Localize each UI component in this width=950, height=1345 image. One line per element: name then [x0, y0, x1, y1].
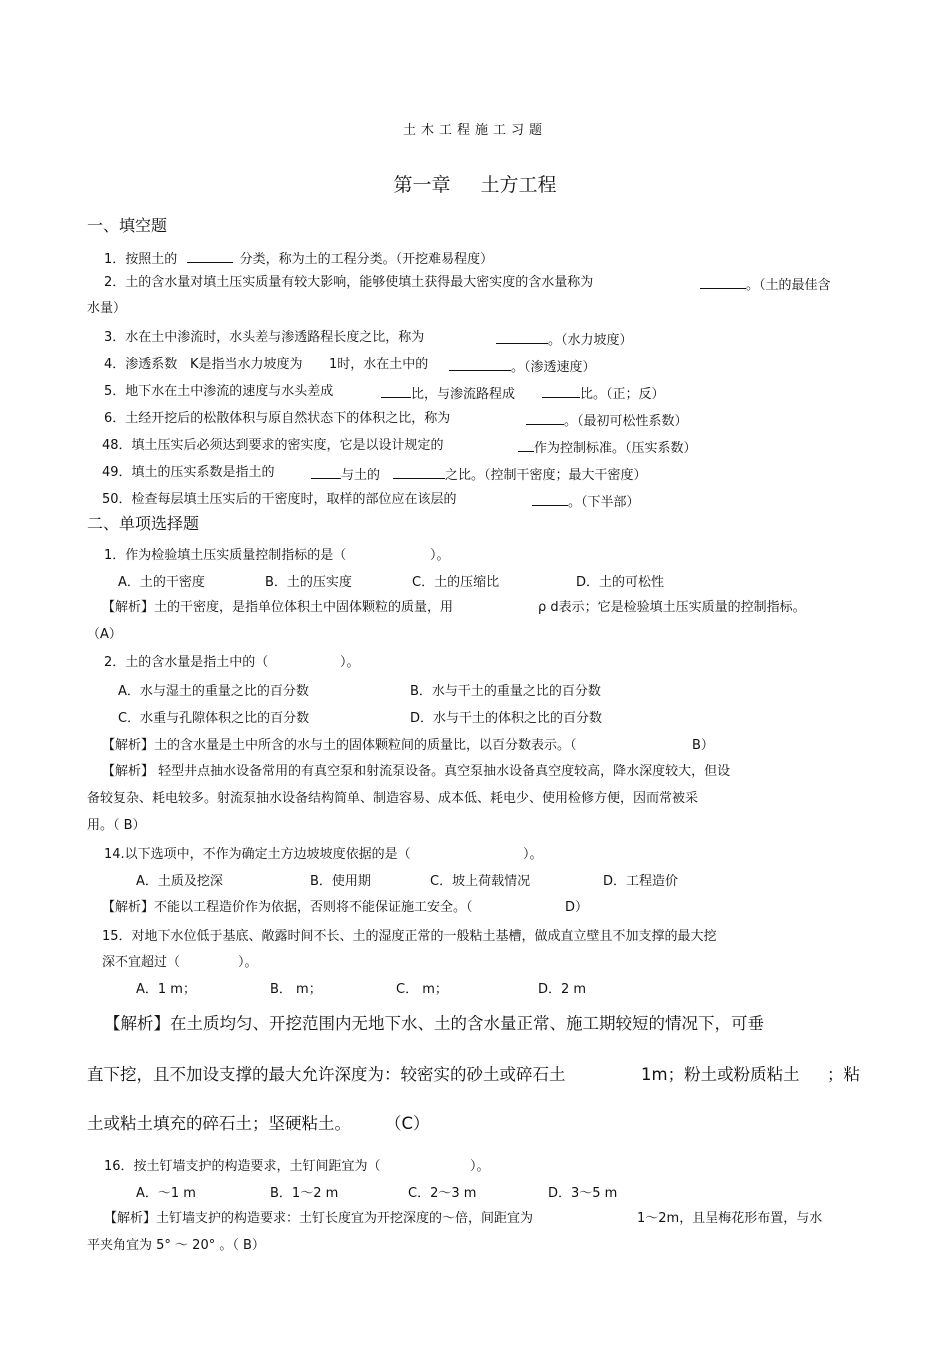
choice-q2-option-a: A．水与湿土的重量之比的百分数	[118, 684, 309, 699]
answer-blank	[700, 276, 746, 289]
choice-q1-option-b: B．土的压实度	[265, 575, 352, 590]
choice-q14: 14.以下选项中，不作为确定土方边坡坡度依据的是（	[104, 847, 411, 862]
choice-q2: 2．土的含水量是指土中的（	[104, 655, 269, 670]
choice-q1: 1．作为检验填土压实质量控制指标的是（	[104, 548, 347, 563]
answer-blank	[381, 385, 411, 398]
choice-q16-option-c: C．2～3 m	[408, 1186, 477, 1201]
q48-text-end: 作为控制标准。（压实系数）	[534, 441, 697, 456]
choice-q16: 16．按土钉墙支护的构造要求，土钉间距宜为（	[104, 1159, 381, 1174]
q1-text: 1．按照土的	[104, 252, 178, 267]
fill-q6	[104, 412, 450, 425]
fill-q4-tail	[449, 358, 596, 374]
choice-q2-option-c: C．水重与孔隙体积之比的百分数	[118, 711, 310, 726]
fill-q49-mid	[311, 466, 380, 482]
q2-text-end: 。（土的最佳含	[746, 278, 831, 293]
fill-q49	[102, 466, 275, 479]
choice-q2-option-b: B．水与干土的重量之比的百分数	[410, 684, 601, 699]
choice-q15-explanation-line2-mid: 1m；粉土或粉质粘土	[641, 1065, 800, 1084]
fill-q4-b: K是指当水力坡度为	[190, 357, 303, 372]
choice-q15: 15．对地下水位低于基底、敞露时间不长、土的湿度正常的一般粘土基槽，做成直立壁且不加支撑的最大挖	[102, 929, 717, 944]
choice-q15-option-a: A．1 m；	[136, 982, 196, 997]
answer-blank	[393, 466, 445, 479]
choice-q2-answer: B）	[692, 738, 714, 753]
q48-text: 48．填土压实后必须达到要求的密实度，它是以设计规定的	[102, 438, 444, 453]
fill-q49-tail	[393, 466, 647, 482]
chapter-heading	[0, 176, 950, 195]
choice-q15-cont: 深不宜超过（	[102, 955, 181, 970]
choice-q15-explanation-line2: 直下挖，且不加设支撑的最大允许深度为：较密实的砂土或碎石土	[87, 1065, 566, 1084]
choice-q15-explanation-line3: 土或粘土填充的碎石土；坚硬粘土。	[87, 1114, 351, 1133]
choice-q14-end: ）。	[523, 847, 543, 862]
fill-q48	[102, 439, 444, 452]
answer-blank	[532, 493, 568, 506]
choice-q16-option-b: B．1～2 m	[270, 1186, 339, 1201]
q50-text: 50．检查每层填土压实后的干密度时，取样的部位应在该层的	[102, 492, 457, 507]
q3-text: 3．水在土中渗流时，水头差与渗透路程长度之比，称为	[104, 330, 425, 345]
choice-q1-option-a: A．土的干密度	[118, 575, 205, 590]
choice-q15-end: ）。	[238, 955, 258, 970]
choice-q15-option-b: B． m；	[270, 982, 322, 997]
choice-q15-option-c: C． m；	[396, 982, 448, 997]
choice-q1-explanation-end: ρ d表示；它是检验填土压实质量的控制指标。	[538, 600, 806, 615]
fill-q5	[104, 385, 333, 398]
fill-q2	[104, 276, 593, 289]
choice-q16-explanation-mid: 1～2m，且呈梅花形布置，与水	[637, 1211, 823, 1226]
q50-text-end: 。（下半部）	[568, 495, 640, 510]
q4-text: 4．渗透系数	[104, 357, 178, 372]
explanation-wellpoint: 【解析】 轻型井点抽水设备常用的有真空泵和射流泵设备。真空泵抽水设备真空度较高，降水深度较大，但设	[102, 764, 731, 779]
choice-q14-explanation: 【解析】不能以工程造价作为依据，否则将不能保证施工安全。（	[102, 900, 473, 915]
choice-q16-end: ）。	[470, 1159, 490, 1174]
fill-q4	[104, 358, 177, 371]
q4-text-end: 。（渗透速度）	[511, 360, 596, 375]
q2-text: 2．土的含水量对填土压实质量有较大影响，能够使填土获得最大密实度的含水量称为	[104, 275, 594, 290]
choice-q2-option-d: D．水与干土的体积之比的百分数	[410, 711, 603, 726]
choice-q16-option-a: A．～1 m	[136, 1186, 196, 1201]
q6-text: 6．土经开挖后的松散体积与原自然状态下的体积之比，称为	[104, 411, 451, 426]
fill-q6-tail	[526, 412, 688, 428]
q5-text: 5．地下水在土中渗流的速度与水头差成	[104, 384, 334, 399]
choice-q14-option-a: A．土质及挖深	[136, 874, 223, 889]
explanation-wellpoint-answer: 用。（ B）	[87, 818, 146, 833]
choice-q1-explanation: 【解析】土的干密度，是指单位体积土中固体颗粒的质量，用	[102, 600, 454, 615]
choice-q14-option-b: B．使用期	[310, 874, 371, 889]
choice-q2-end: ）。	[340, 655, 360, 670]
choice-q2-explanation: 【解析】土的含水量是土中所含的水与土的固体颗粒间的质量比，以百分数表示。（	[102, 738, 577, 753]
fill-q2-cont: 水量）	[87, 301, 127, 316]
fill-q5-mid	[381, 385, 515, 401]
explanation-wellpoint-cont: 备较复杂、耗电较多。射流泵抽水设备结构简单、制造容易、成本低、耗电少、使用检修方便，因而常被采	[87, 791, 699, 806]
q49-text: 49．填土的压实系数是指土的	[102, 465, 275, 480]
chapter-name: 土方工程	[480, 174, 557, 196]
answer-blank	[542, 385, 580, 398]
fill-q48-tail	[518, 439, 697, 455]
choice-q15-option-d: D．2 m	[538, 982, 587, 997]
choice-q14-answer: D）	[565, 900, 589, 915]
fill-q2-tail	[700, 276, 831, 292]
choice-q1-option-c: C．土的压缩比	[412, 575, 500, 590]
choice-q1-answer: （A）	[87, 627, 122, 642]
choice-q14-option-c: C．坡上荷载情况	[430, 874, 531, 889]
choice-q1-end: ）。	[430, 548, 450, 563]
choice-q14-option-d: D．工程造价	[603, 874, 679, 889]
choice-q1-option-d: D．土的可松性	[576, 575, 665, 590]
answer-blank	[526, 412, 564, 425]
answer-blank	[187, 250, 233, 263]
document-title: 土木工程施工习题	[402, 123, 547, 138]
q5-text-mid: 比，与渗流路程成	[411, 387, 516, 402]
section-heading-choice: 二、单项选择题	[87, 514, 200, 533]
choice-q15-answer: （C）	[385, 1114, 430, 1133]
answer-blank	[496, 331, 548, 344]
q5-text-end: 比。（正；反）	[580, 387, 665, 402]
choice-q16-explanation: 【解析】土钉墙支护的构造要求：土钉长度宜为开挖深度的～倍，间距宜为	[104, 1211, 534, 1226]
chapter-number: 第一章	[393, 174, 451, 196]
fill-q3	[104, 331, 424, 344]
q3-text-end: 。（水力坡度）	[548, 333, 633, 348]
choice-q15-explanation: 【解析】在土质均匀、开挖范围内无地下水、土的含水量正常、施工期较短的情况下，可垂	[104, 1014, 764, 1033]
fill-q4-c: 1时，水在土中的	[329, 357, 429, 372]
q6-text-end: 。（最初可松性系数）	[564, 414, 688, 429]
choice-q16-explanation-end: 平夹角宜为 5° ～ 20° 。（ B）	[87, 1238, 265, 1253]
choice-q16-option-d: D．3～5 m	[548, 1186, 618, 1201]
fill-q5-tail	[542, 385, 665, 401]
fill-q50-tail	[532, 493, 640, 509]
q1-text-end: 分类，称为土的工程分类。（开挖难易程度）	[239, 252, 494, 267]
q49-text-end: 之比。（控制干密度；最大干密度）	[445, 468, 647, 483]
q49-text-mid: 与土的	[341, 468, 381, 483]
fill-q3-tail	[496, 331, 633, 347]
fill-q1	[104, 250, 493, 266]
section-heading-fill: 一、填空题	[87, 216, 168, 235]
answer-blank	[449, 358, 511, 371]
answer-blank	[311, 466, 341, 479]
choice-q15-explanation-line2-end: ；粘	[827, 1065, 860, 1084]
fill-q50	[102, 493, 457, 506]
answer-blank	[518, 439, 534, 452]
